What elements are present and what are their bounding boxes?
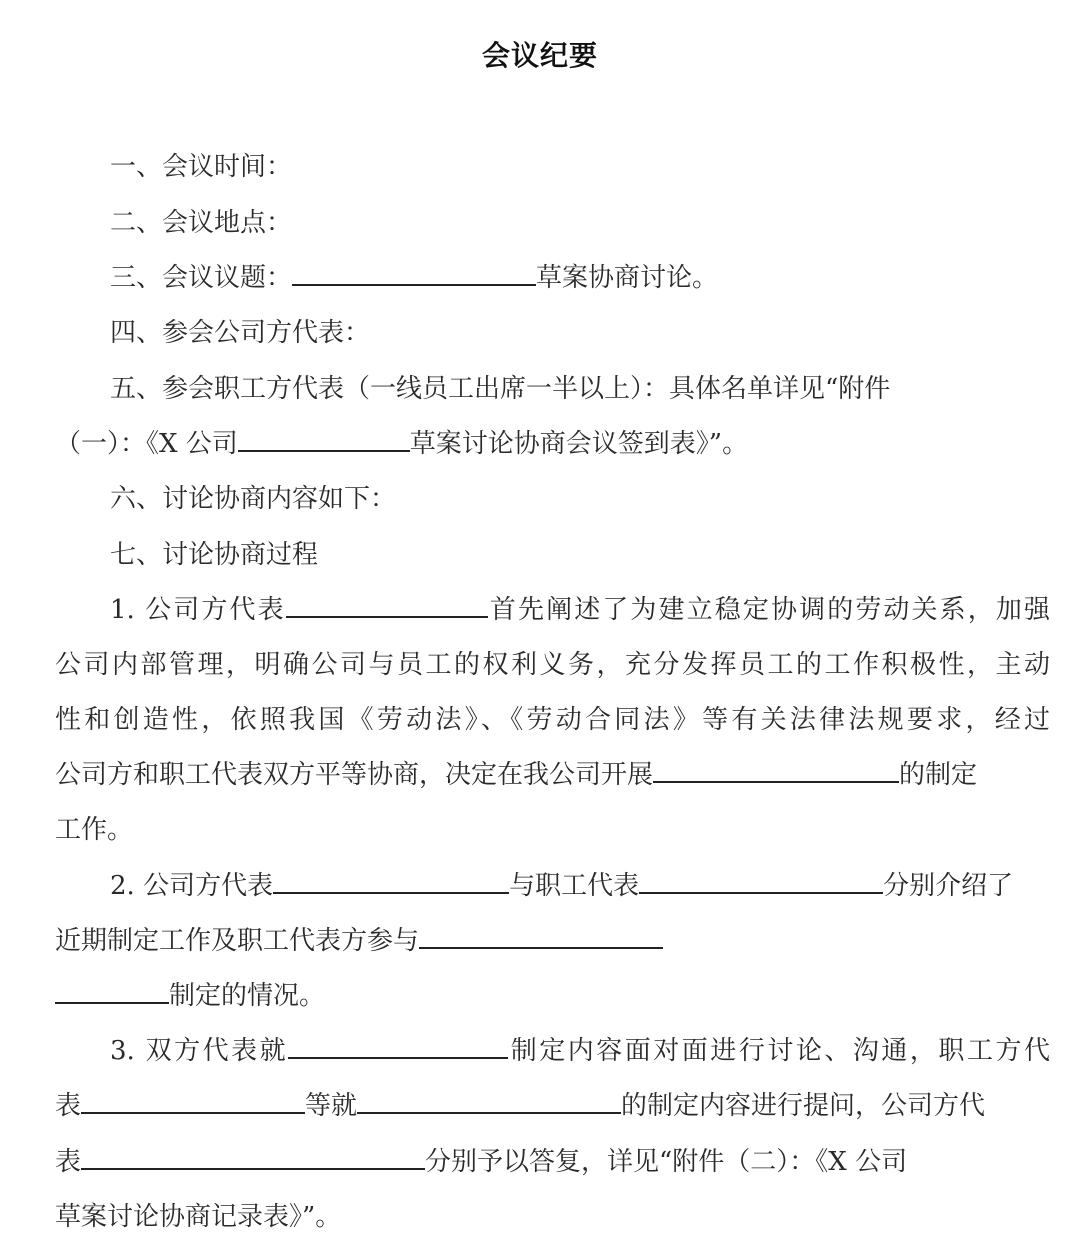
item-text: 草案协商讨论。 [536,263,719,293]
blank-line [639,870,883,894]
p3-line-3 [55,1142,1050,1182]
p1-text: 公司方和职工代表双方平等协商，决定在我公司开展 [55,760,654,790]
item-company-reps: 四、参会公司方代表： [110,318,371,348]
p3-text: 的制定内容进行提问，公司方代 [621,1091,986,1121]
p2-line-1 [110,866,1050,906]
p3-text: 分别予以答复，详见“附件（二）：《X 公司 [425,1147,908,1177]
blank-line [238,428,410,452]
p3-text: 表 [55,1091,82,1121]
item-text: 草案讨论协商会议签到表》”。 [409,429,749,459]
p3-text: 等就 [305,1091,358,1121]
blank-line [273,870,509,894]
blank-line [81,1146,425,1170]
item-staff-reps: 五、参会职工方代表（一线员工出席一半以上）：具体名单详见“附件 [110,374,891,404]
p2-text: 分别介绍了 [883,871,1014,901]
p1-line-2: 公司内部管理，明确公司与员工的权利义务，充分发挥员工的工作积极性，主动 [55,650,1050,680]
p2-text: 近期制定工作及职工代表方参与 [55,926,420,956]
item-text: （一）：《X 公司 [55,429,238,459]
item-discussion-process: 七、讨论协商过程 [110,540,319,570]
p2-text: 制定的情况。 [169,981,326,1011]
p1-text: 1. 公司方代表 [110,595,286,625]
p3-line-2 [55,1086,1050,1126]
blank-line [653,759,899,783]
blank-line [81,1090,305,1114]
p1-text: 的制定 [899,760,978,790]
p2-text: 2. 公司方代表 [110,871,274,901]
p2-text: 与职工代表 [509,871,640,901]
blank-line [55,980,169,1004]
p1-line-4 [55,755,1050,795]
p3-line-1 [110,1031,1050,1071]
p2-line-3 [55,976,1050,1016]
p2-line-2 [55,921,1050,961]
item-meeting-location: 二、会议地点： [110,208,293,238]
p1-text: 首先阐述了为建立稳定协调的劳动关系，加强 [487,595,1050,625]
p1-line-5: 工作。 [55,815,134,845]
document-title: 会议纪要 [481,39,598,72]
item-staff-reps-cont [55,424,1050,464]
p3-text: 制定内容面对面进行讨论、沟通，职工方代 [508,1036,1050,1066]
p1-line-1 [110,590,1050,630]
p3-text: 3. 双方代表就 [110,1036,289,1066]
blank-line [357,1090,621,1114]
item-meeting-topic [110,258,1050,298]
blank-line [286,594,488,618]
item-discussion-content: 六、讨论协商内容如下： [110,484,397,514]
blank-line [419,925,663,949]
p1-line-3: 性和创造性，依照我国《劳动法》、《劳动合同法》等有关法律法规要求，经过 [55,705,1050,735]
blank-line [288,1035,508,1059]
p3-text: 表 [55,1147,82,1177]
item-text: 三、会议议题： [110,263,293,293]
item-meeting-time: 一、会议时间： [110,152,293,182]
p3-line-4: 草案讨论协商记录表》”。 [55,1202,342,1232]
blank-line [292,262,536,286]
